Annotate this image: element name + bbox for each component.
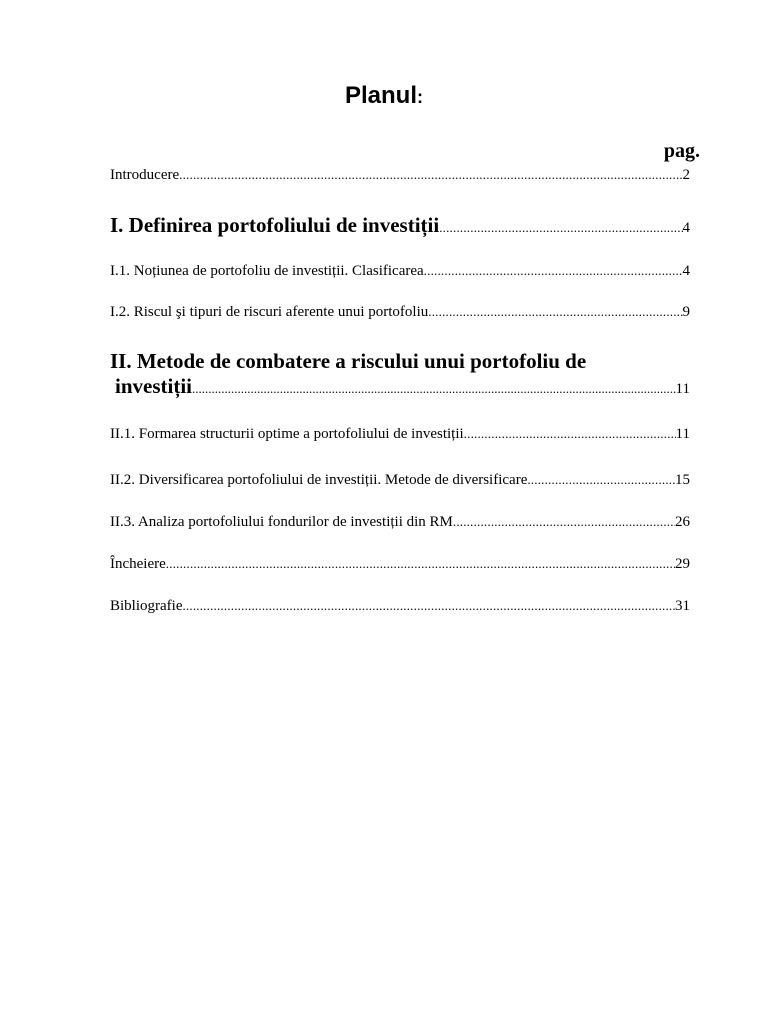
toc-entry-label-line2: investiții xyxy=(115,374,192,398)
toc-entry-page: 4 xyxy=(682,220,690,236)
toc-entry-label: Încheiere xyxy=(110,556,166,572)
title-text: Planul xyxy=(344,82,417,109)
toc-entry-page: 31 xyxy=(675,598,690,614)
dot-leader xyxy=(439,219,682,237)
toc-entry-page: 11 xyxy=(675,426,690,442)
dot-leader xyxy=(527,471,675,489)
toc-entry-label: I.2. Riscul şi tipuri de riscuri aferente unui portofoliu xyxy=(110,304,429,320)
dot-leader xyxy=(179,166,682,184)
title-colon: : xyxy=(417,87,423,107)
toc-entry-label: Introducere xyxy=(110,167,180,183)
page-title xyxy=(0,82,768,110)
dot-leader xyxy=(182,597,675,615)
dot-leader xyxy=(424,262,683,280)
toc-entry-section-1-2 xyxy=(110,303,690,321)
toc-entry-page: 4 xyxy=(682,263,690,279)
toc-entry-page: 2 xyxy=(682,167,690,183)
toc-entry-label: Bibliografie xyxy=(110,598,183,614)
toc-entry-introducere xyxy=(110,166,690,184)
page-column-header: pag. xyxy=(663,140,700,162)
toc-entry-label: I. Definirea portofoliului de investiții xyxy=(110,213,440,237)
toc-entry-bibliografie xyxy=(110,597,690,615)
toc-entry-label: II.3. Analiza portofoliului fondurilor de investiții din RM xyxy=(110,514,453,530)
dot-leader xyxy=(464,425,676,443)
toc-entry-section-2-2 xyxy=(110,471,690,489)
dot-leader xyxy=(428,303,682,321)
toc-entry-page: 11 xyxy=(675,381,690,397)
toc-entry-section-2-1 xyxy=(110,425,690,443)
toc-entry-label-line1: II. Metode de combatere a riscului unui portofoliu de xyxy=(110,349,587,373)
toc-entry-page: 15 xyxy=(675,472,690,488)
toc-entry-label: I.1. Noțiunea de portofoliu de investiții. Clasificarea xyxy=(110,263,424,279)
toc-entry-incheiere xyxy=(110,555,690,573)
toc-entry-line2 xyxy=(110,374,690,399)
toc-entry-chapter-2 xyxy=(110,348,690,399)
toc-entry-label: II.1. Formarea structurii optime a portofoliului de investiții xyxy=(110,426,464,442)
toc-entry-page: 26 xyxy=(675,514,690,530)
dot-leader xyxy=(453,513,675,531)
dot-leader xyxy=(166,555,675,573)
dot-leader xyxy=(192,381,676,397)
toc-entry-section-1-1 xyxy=(110,262,690,280)
toc-entry-section-2-3 xyxy=(110,513,690,531)
toc-entry-chapter-1 xyxy=(110,213,690,237)
toc-entry-label: II.2. Diversificarea portofoliului de investiții. Metode de diversificare xyxy=(110,472,528,488)
toc-entry-page: 29 xyxy=(675,556,690,572)
toc-entry-page: 9 xyxy=(682,304,690,320)
